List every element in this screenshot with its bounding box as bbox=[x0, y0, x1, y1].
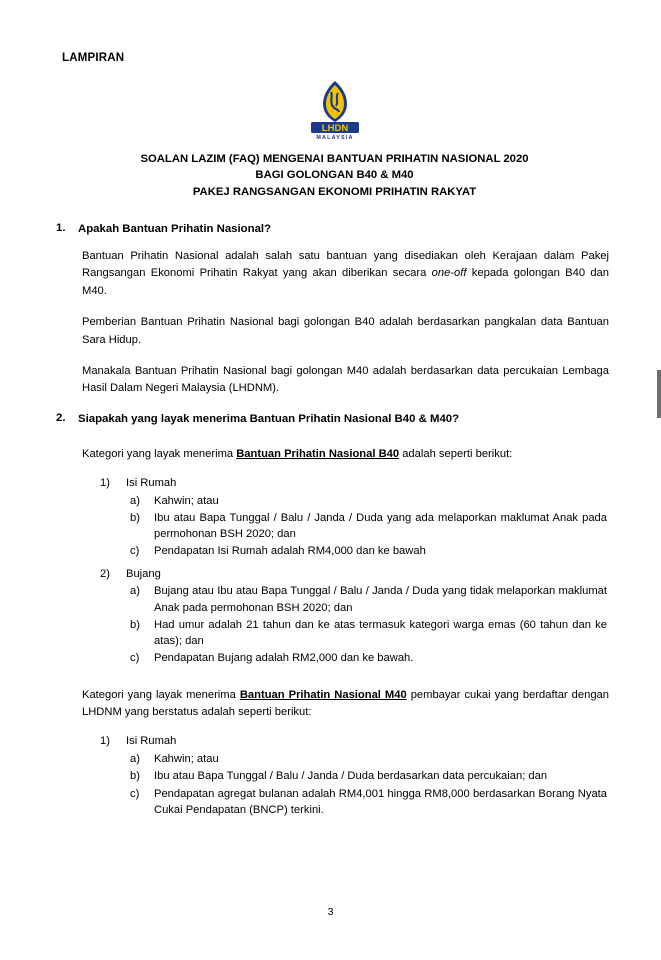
b40-intro-emphasis: Bantuan Prihatin Nasional B40 bbox=[236, 447, 400, 460]
list-text: Bujang atau Ibu atau Bapa Tunggal / Balu / Janda / Duda yang tidak melaporkan maklumat Anak pada permohonan BSH 2020; dan bbox=[154, 585, 607, 614]
list-item bbox=[130, 751, 613, 767]
list-label: Isi Rumah bbox=[126, 476, 177, 489]
list-marker: c) bbox=[130, 787, 140, 800]
question-number: 1. bbox=[56, 222, 66, 235]
title-line-1: SOALAN LAZIM (FAQ) MENGENAI BANTUAN PRIHATIN NASIONAL 2020 bbox=[140, 153, 529, 165]
list-marker: c) bbox=[130, 545, 140, 558]
svg-text:MALAYSIA: MALAYSIA bbox=[315, 135, 354, 140]
list-marker: b) bbox=[130, 618, 140, 631]
list-text: Pendapatan agregat bulanan adalah RM4,001 hingga RM8,000 berdasarkan Borang Nyata Cukai Pendapatan (BNCP) terkini. bbox=[154, 787, 607, 816]
list-text: Kahwin; atau bbox=[154, 494, 219, 507]
m40-intro-pre: Kategori yang layak menerima bbox=[82, 688, 240, 701]
list-marker: a) bbox=[130, 494, 140, 507]
faq-question-2 bbox=[56, 412, 613, 428]
b40-intro-pre: Kategori yang layak menerima bbox=[82, 447, 237, 460]
b40-group-1-subitems bbox=[100, 493, 613, 560]
question-text: Siapakah yang layak menerima Bantuan Prihatin Nasional B40 & M40? bbox=[78, 412, 460, 425]
list-marker: c) bbox=[130, 652, 140, 665]
list-text: Kahwin; atau bbox=[154, 753, 219, 766]
lhdn-logo-icon bbox=[289, 78, 381, 140]
list-item bbox=[130, 768, 613, 784]
m40-group-1-subitems bbox=[100, 751, 613, 818]
list-item bbox=[130, 617, 613, 649]
m40-intro-emphasis: Bantuan Prihatin Nasional M40 bbox=[239, 688, 407, 701]
logo-container bbox=[56, 78, 613, 145]
m40-intro-paragraph bbox=[56, 687, 613, 722]
list-marker: b) bbox=[130, 511, 140, 524]
faq-question-1 bbox=[56, 222, 613, 238]
scroll-edge-marker bbox=[657, 370, 661, 418]
b40-group-2-subitems bbox=[100, 583, 613, 666]
answer-paragraph: Manakala Bantuan Prihatin Nasional bagi golongan M40 adalah berdasarkan data percukaian Lembaga Hasil Dalam Negeri Malaysia (LHDNM). bbox=[82, 364, 609, 395]
list-text: Ibu atau Bapa Tunggal / Balu / Janda / Duda berdasarkan data percukaian; dan bbox=[154, 770, 548, 783]
b40-intro-paragraph bbox=[56, 446, 613, 463]
title-line-3: PAKEJ RANGSANGAN EKONOMI PRIHATIN RAKYAT bbox=[192, 185, 477, 198]
list-marker: a) bbox=[130, 753, 140, 766]
page-number: 3 bbox=[327, 906, 334, 918]
answer-paragraph: Bantuan Prihatin Nasional adalah salah satu bantuan yang disediakan oleh Kerajaan dalam Pakej Rangsangan Ekonomi Prihatin Rakyat yang akan diberikan secara one-off kepada golongan B40 dan M40. bbox=[82, 250, 610, 297]
document-title bbox=[56, 151, 613, 200]
list-item bbox=[130, 543, 613, 559]
list-item bbox=[100, 733, 613, 750]
b40-intro-post: adalah seperti berikut: bbox=[399, 447, 513, 460]
list-item bbox=[130, 650, 613, 666]
list-item bbox=[130, 510, 613, 542]
list-item bbox=[100, 566, 613, 583]
list-marker: a) bbox=[130, 585, 140, 598]
list-text: Pendapatan Bujang adalah RM2,000 dan ke bawah. bbox=[154, 652, 414, 665]
list-text: Had umur adalah 21 tahun dan ke atas termasuk kategori warga emas (60 tahun dan ke atas); dan bbox=[154, 618, 607, 648]
list-item bbox=[100, 475, 613, 492]
list-marker: 2) bbox=[100, 567, 110, 580]
list-marker: 1) bbox=[100, 735, 110, 748]
list-marker: 1) bbox=[100, 476, 110, 489]
question-text: Apakah Bantuan Prihatin Nasional? bbox=[78, 223, 272, 236]
svg-text:LHDN: LHDN bbox=[321, 123, 348, 134]
question-number: 2. bbox=[56, 411, 66, 424]
list-item bbox=[130, 786, 613, 818]
list-item bbox=[130, 583, 613, 615]
b40-group-2 bbox=[56, 566, 613, 667]
list-item bbox=[130, 493, 613, 509]
list-label: Bujang bbox=[126, 567, 161, 580]
list-text: Pendapatan Isi Rumah adalah RM4,000 dan ke bawah bbox=[154, 545, 426, 558]
list-text: Ibu atau Bapa Tunggal / Balu / Janda / Duda yang ada melaporkan maklumat Anak pada permohonan BSH 2020; dan bbox=[154, 511, 607, 541]
title-line-2: BAGI GOLONGAN B40 & M40 bbox=[255, 169, 414, 182]
answer-paragraph: Pemberian Bantuan Prihatin Nasional bagi golongan B40 adalah berdasarkan pangkalan data Bantuan Sara Hidup. bbox=[82, 316, 609, 346]
list-marker: b) bbox=[130, 770, 140, 783]
m40-group-1 bbox=[56, 733, 613, 818]
list-label: Isi Rumah bbox=[126, 735, 177, 748]
lhdn-malaysia-logo bbox=[289, 78, 381, 140]
m40-intro-post: pembayar cukai yang berdaftar dengan LHDNM yang berstatus adalah seperti berikut: bbox=[82, 688, 609, 718]
page-header-label: LAMPIRAN bbox=[62, 52, 125, 64]
b40-group-1 bbox=[56, 475, 613, 560]
